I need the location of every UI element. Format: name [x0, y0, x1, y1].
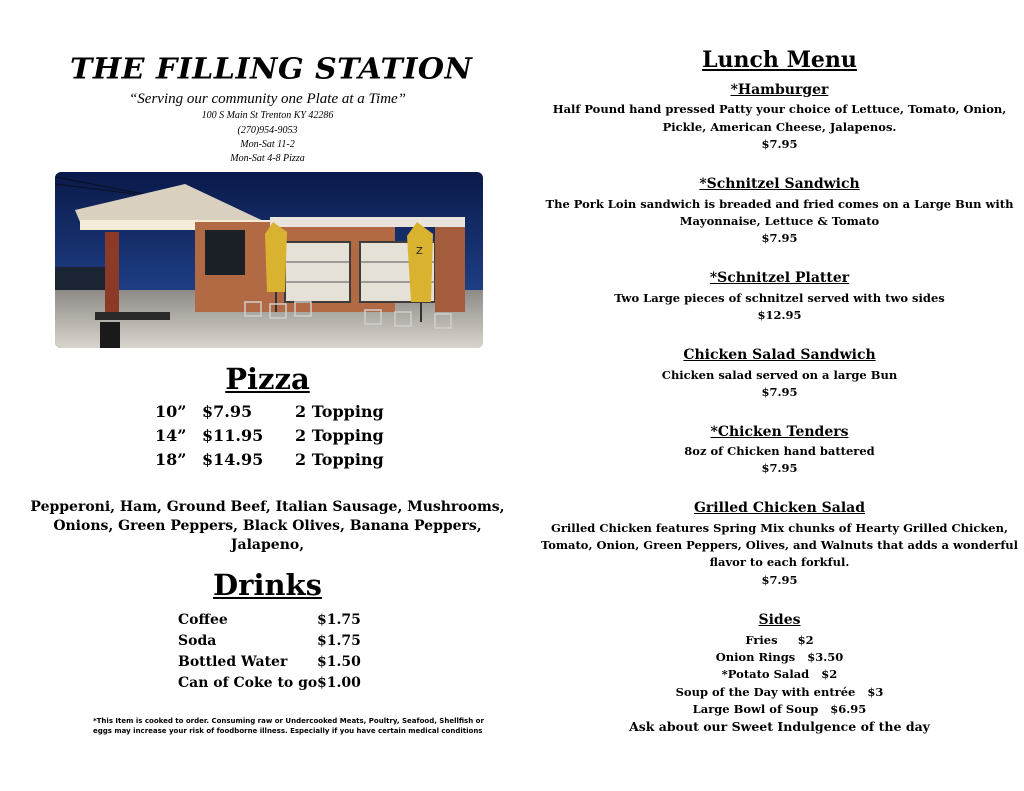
menu-item-name: Grilled Chicken Salad	[693, 500, 866, 516]
drink-name: Bottled Water	[178, 654, 288, 670]
menu-item-description: 8oz of Chicken hand battered	[684, 444, 875, 458]
menu-item-name: *Hamburger	[730, 82, 829, 98]
topping-line: Onions, Green Peppers, Black Olives, Banana Peppers,	[53, 518, 482, 534]
drink-name: Coffee	[178, 612, 228, 628]
drink-price: $1.00	[317, 675, 361, 691]
menu-item-name: *Schnitzel Sandwich	[699, 176, 860, 192]
pizza-size: 18”	[155, 450, 187, 469]
pizza-size: 14”	[155, 426, 187, 445]
menu-item-name: *Schnitzel Platter	[709, 270, 850, 286]
menu-item-price: $7.95	[761, 385, 798, 399]
menu-item-description: flavor to each forkful.	[709, 555, 850, 569]
hours: Mon-Sat 11-2	[240, 139, 295, 150]
menu-item-description: Two Large pieces of schnitzel served with two sides	[614, 291, 945, 305]
side-item: Fries $2	[745, 633, 814, 647]
menu-item-description: Mayonnaise, Lettuce & Tomato	[679, 214, 880, 228]
tagline: “Serving our community one Plate at a Time”	[128, 91, 407, 107]
menu-item-name: Chicken Salad Sandwich	[683, 347, 876, 363]
side-item: *Potato Salad $2	[721, 667, 838, 681]
drink-name: Can of Coke to go	[178, 675, 318, 691]
pizza-toppings: 2 Topping	[295, 450, 384, 469]
topping-line: Pepperoni, Ham, Ground Beef, Italian Sausage, Mushrooms,	[30, 499, 505, 515]
drink-price: $1.75	[317, 612, 361, 628]
menu-item-description: Half Pound hand pressed Patty your choice of Lettuce, Tomato, Onion,	[552, 102, 1007, 116]
pizza-size: 10”	[155, 402, 187, 421]
drink-name: Soda	[178, 633, 217, 649]
umbrella-label: Z	[416, 246, 423, 257]
pizza-hours: Mon-Sat 4-8 Pizza	[230, 153, 305, 164]
side-item: Soup of the Day with entrée $3	[675, 685, 884, 699]
topping-line: Jalapeno,	[230, 537, 305, 553]
sweet-indulgence-note: Ask about our Sweet Indulgence of the day	[629, 719, 930, 734]
side-item: Large Bowl of Soup $6.95	[692, 702, 867, 716]
menu-item-price: $12.95	[757, 308, 802, 322]
menu-item-description: The Pork Loin sandwich is breaded and fried comes on a Large Bun with	[545, 197, 1014, 211]
menu-item-price: $7.95	[761, 573, 798, 587]
menu-item-description: Tomato, Onion, Green Peppers, Olives, and Walnuts that adds a wonderful	[540, 538, 1019, 552]
pizza-heading: Pizza	[225, 362, 310, 396]
pizza-toppings: 2 Topping	[295, 426, 384, 445]
drinks-heading: Drinks	[213, 568, 322, 602]
menu-item-name: *Chicken Tenders	[710, 424, 849, 440]
menu-item-price: $7.95	[761, 461, 798, 475]
phone: (270)954-9053	[237, 125, 298, 136]
restaurant-photo	[55, 172, 483, 348]
menu-item-price: $7.95	[761, 137, 798, 151]
pizza-toppings: 2 Topping	[295, 402, 384, 421]
side-item: Onion Rings $3.50	[715, 650, 844, 664]
sides-heading: Sides	[758, 612, 801, 628]
lunch-menu-column	[535, 0, 1024, 791]
pizza-price: $7.95	[202, 402, 253, 421]
menu-item-description: Chicken salad served on a large Bun	[661, 368, 898, 382]
address: 100 S Main St Trenton KY 42286	[201, 110, 334, 121]
lunch-menu-heading: Lunch Menu	[702, 47, 857, 73]
pizza-price: $11.95	[202, 426, 264, 445]
food-safety-disclaimer: *This Item is cooked to order. Consuming raw or Undercooked Meats, Poultry, Seafood, Shellfish or eggs may increase your risk of foodborne illness. Especially if you have certain medical conditions	[93, 717, 484, 735]
menu-item-price: $7.95	[761, 231, 798, 245]
menu-item-description: Grilled Chicken features Spring Mix chunks of Hearty Grilled Chicken,	[551, 521, 1008, 535]
menu-item-description: Pickle, American Cheese, Jalapenos.	[662, 120, 897, 134]
drink-price: $1.75	[317, 633, 361, 649]
pizza-price: $14.95	[202, 450, 264, 469]
drink-price: $1.50	[317, 654, 361, 670]
topping-list	[30, 498, 505, 555]
restaurant-name: THE FILLING STATION	[70, 52, 473, 87]
